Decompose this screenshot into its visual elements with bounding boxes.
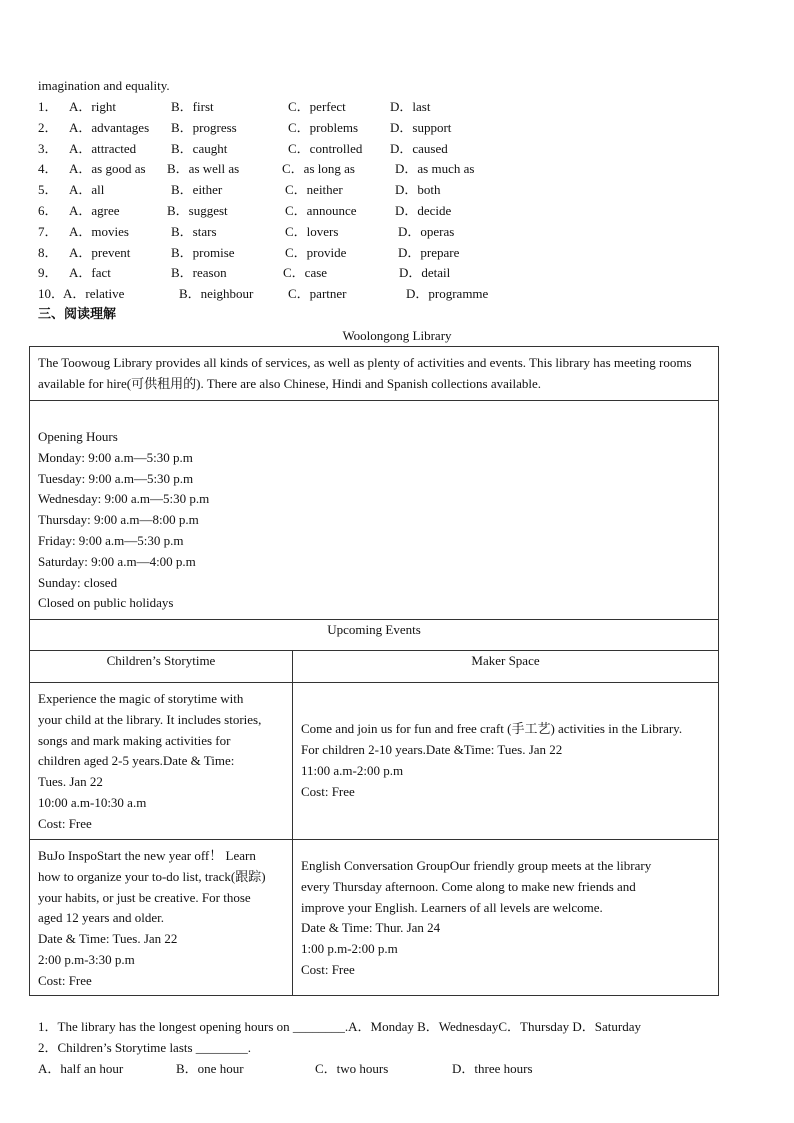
storytime-line: Cost: Free bbox=[38, 815, 92, 831]
storytime-line: songs and mark making activities for bbox=[38, 732, 231, 748]
cloze-option-d: D．support bbox=[390, 119, 452, 135]
q2-option-c: C．two hours bbox=[315, 1061, 389, 1076]
cloze-option-a: A．right bbox=[69, 99, 116, 114]
cloze-row bbox=[38, 180, 558, 201]
cloze-option-b: B．reason bbox=[171, 265, 227, 281]
cloze-option-b: B．caught bbox=[171, 140, 228, 156]
storytime-line: your child at the library. It includes stories, bbox=[38, 711, 262, 727]
library-intro-cell bbox=[30, 347, 719, 401]
opening-hours-line: Thursday: 9:00 a.m—8:00 p.m bbox=[38, 512, 199, 528]
english-group-text bbox=[301, 856, 710, 981]
cloze-row bbox=[38, 97, 558, 118]
library-table bbox=[29, 346, 719, 996]
cloze-option-b: B．neighbour bbox=[179, 286, 254, 302]
cloze-number: 3． bbox=[38, 140, 58, 156]
cloze-option-a: A．fact bbox=[69, 265, 111, 281]
maker-space-line: 11:00 a.m-2:00 p.m bbox=[301, 763, 404, 778]
cloze-option-c: C．problems bbox=[288, 119, 359, 135]
library-title: Woolongong Library bbox=[342, 328, 452, 343]
opening-hours-line: Opening Hours bbox=[38, 429, 118, 444]
question-1: 1．The library has the longest opening hours on ________.A．Monday B．WednesdayC．Thursday D．Saturday bbox=[38, 1019, 642, 1034]
cloze-option-a: A．prevent bbox=[69, 244, 131, 260]
q2-option-a: A．half an hour bbox=[38, 1061, 124, 1076]
bujo-cell bbox=[30, 840, 293, 996]
english-group-line: Date & Time: Thur. Jan 24 bbox=[301, 920, 441, 936]
cloze-option-c: C．as long as bbox=[282, 161, 355, 177]
storytime-line: Experience the magic of storytime with bbox=[38, 691, 244, 706]
cloze-row bbox=[38, 222, 558, 243]
cloze-option-b: B．progress bbox=[171, 119, 237, 135]
english-group-line: every Thursday afternoon. Come along to make new friends and bbox=[301, 878, 636, 894]
maker-space-header-label: Maker Space bbox=[471, 653, 540, 668]
cloze-option-a: A．movies bbox=[69, 223, 129, 239]
question-2: 2．Children’s Storytime lasts ________. bbox=[38, 1040, 252, 1055]
upcoming-events-header bbox=[30, 620, 719, 651]
opening-hours-line: Tuesday: 9:00 a.m—5:30 p.m bbox=[38, 470, 194, 486]
cloze-number: 7． bbox=[38, 223, 58, 239]
cloze-row bbox=[38, 284, 558, 305]
cloze-row bbox=[38, 118, 558, 139]
bujo-line: aged 12 years and older. bbox=[38, 910, 164, 926]
bujo-line: how to organize your to-do list, track(跟踪) bbox=[38, 868, 266, 884]
cloze-number: 1． bbox=[38, 99, 58, 114]
cloze-option-d: D．both bbox=[395, 182, 441, 198]
opening-hours-line: Closed on public holidays bbox=[38, 595, 174, 611]
maker-space-text bbox=[301, 719, 710, 802]
storytime-line: Tues. Jan 22 bbox=[38, 774, 103, 790]
cloze-option-a: A．agree bbox=[69, 203, 120, 218]
question-2-options bbox=[38, 1059, 738, 1080]
cloze-option-c: C．neither bbox=[285, 182, 343, 198]
cloze-option-b: B．first bbox=[171, 99, 214, 114]
cloze-option-b: B．suggest bbox=[167, 203, 228, 218]
cloze-option-d: D．caused bbox=[390, 140, 448, 156]
cloze-option-c: C．partner bbox=[288, 286, 347, 302]
cloze-option-d: D．decide bbox=[395, 203, 452, 218]
bujo-line: 2:00 p.m-3:30 p.m bbox=[38, 951, 135, 967]
q2-option-d: D．three hours bbox=[452, 1061, 533, 1076]
bujo-line: Cost: Free bbox=[38, 972, 92, 988]
cloze-number: 9． bbox=[38, 265, 58, 281]
maker-space-line: Cost: Free bbox=[301, 783, 355, 799]
cloze-row bbox=[38, 139, 558, 160]
cloze-number: 6． bbox=[38, 203, 58, 218]
maker-space-line: For children 2-10 years.Date &Time: Tues. Jan 22 bbox=[301, 742, 563, 758]
storytime-line: 10:00 a.m-10:30 a.m bbox=[38, 794, 147, 810]
opening-hours-line: Friday: 9:00 a.m—5:30 p.m bbox=[38, 532, 184, 548]
cloze-option-a: A．attracted bbox=[69, 140, 137, 156]
cloze-option-c: C．provide bbox=[285, 244, 347, 260]
english-group-line: English Conversation GroupOur friendly group meets at the library bbox=[301, 858, 652, 873]
cloze-number: 2． bbox=[38, 119, 58, 135]
opening-hours-line: Monday: 9:00 a.m—5:30 p.m bbox=[38, 449, 193, 465]
cloze-option-b: B．promise bbox=[171, 244, 235, 260]
cloze-option-b: B．as well as bbox=[167, 161, 240, 177]
cloze-row bbox=[38, 243, 558, 264]
cloze-option-c: C．case bbox=[283, 265, 328, 281]
cloze-option-d: D．as much as bbox=[395, 161, 475, 177]
storytime-cell bbox=[30, 683, 293, 840]
cloze-option-c: C．perfect bbox=[288, 99, 346, 114]
cloze-option-a: A．relative bbox=[63, 286, 125, 302]
opening-hours-line: Sunday: closed bbox=[38, 574, 118, 590]
q2-option-b: B．one hour bbox=[176, 1061, 244, 1076]
storytime-header bbox=[30, 651, 293, 683]
english-group-line: Cost: Free bbox=[301, 961, 355, 977]
english-group-line: improve your English. Learners of all levels are welcome. bbox=[301, 899, 603, 915]
cloze-option-c: C．controlled bbox=[288, 140, 363, 156]
upcoming-events-label: Upcoming Events bbox=[327, 622, 421, 637]
cloze-number: 5． bbox=[38, 182, 58, 198]
cloze-option-a: A．as good as bbox=[69, 161, 146, 177]
cloze-number: 4． bbox=[38, 161, 58, 177]
bujo-line: BuJo InspoStart the new year off！ Learn bbox=[38, 848, 256, 863]
storytime-line: children aged 2-5 years.Date & Time: bbox=[38, 753, 235, 769]
opening-hours-line: Wednesday: 9:00 a.m—5:30 p.m bbox=[38, 491, 210, 507]
cloze-option-b: B．either bbox=[171, 182, 223, 198]
opening-hours-cell bbox=[30, 401, 719, 620]
maker-space-header bbox=[293, 651, 719, 683]
bujo-line: Date & Time: Tues. Jan 22 bbox=[38, 931, 178, 947]
cloze-row bbox=[38, 159, 558, 180]
library-intro: The Toowoug Library provides all kinds of services, as well as plenty of activities and events. This library has meeting rooms available for hire(可供租用的). There are also Chinese, Hindi and Spanish collections available. bbox=[38, 355, 692, 391]
maker-space-cell bbox=[293, 683, 719, 840]
cloze-option-d: D．operas bbox=[398, 223, 455, 239]
cloze-option-d: D．detail bbox=[399, 265, 451, 281]
opening-hours-list bbox=[38, 427, 710, 614]
cloze-option-c: C．announce bbox=[285, 203, 357, 218]
cloze-option-b: B．stars bbox=[171, 223, 217, 239]
bujo-line: your habits, or just be creative. For those bbox=[38, 889, 251, 905]
english-group-line: 1:00 p.m-2:00 p.m bbox=[301, 941, 398, 957]
cloze-option-d: D．prepare bbox=[398, 244, 460, 260]
cloze-option-a: A．all bbox=[69, 182, 105, 198]
cloze-number: 10． bbox=[38, 286, 65, 302]
cloze-option-d: D．programme bbox=[406, 286, 489, 302]
maker-space-line: Come and join us for fun and free craft (手工艺) activities in the Library. bbox=[301, 721, 683, 737]
cloze-number: 8． bbox=[38, 244, 58, 260]
cloze-option-d: D．last bbox=[390, 99, 431, 114]
english-group-cell bbox=[293, 840, 719, 996]
section-heading: 三、阅读理解 bbox=[38, 307, 117, 322]
storytime-text bbox=[38, 689, 284, 835]
cloze-option-a: A．advantages bbox=[69, 119, 150, 135]
storytime-header-label: Children’s Storytime bbox=[106, 653, 216, 668]
cloze-option-c: C．lovers bbox=[285, 223, 339, 239]
bujo-text bbox=[38, 846, 284, 992]
cloze-row bbox=[38, 201, 558, 222]
opening-hours-line: Saturday: 9:00 a.m—4:00 p.m bbox=[38, 553, 196, 569]
passage-end-line: imagination and equality. bbox=[38, 78, 170, 93]
cloze-row bbox=[38, 263, 558, 284]
